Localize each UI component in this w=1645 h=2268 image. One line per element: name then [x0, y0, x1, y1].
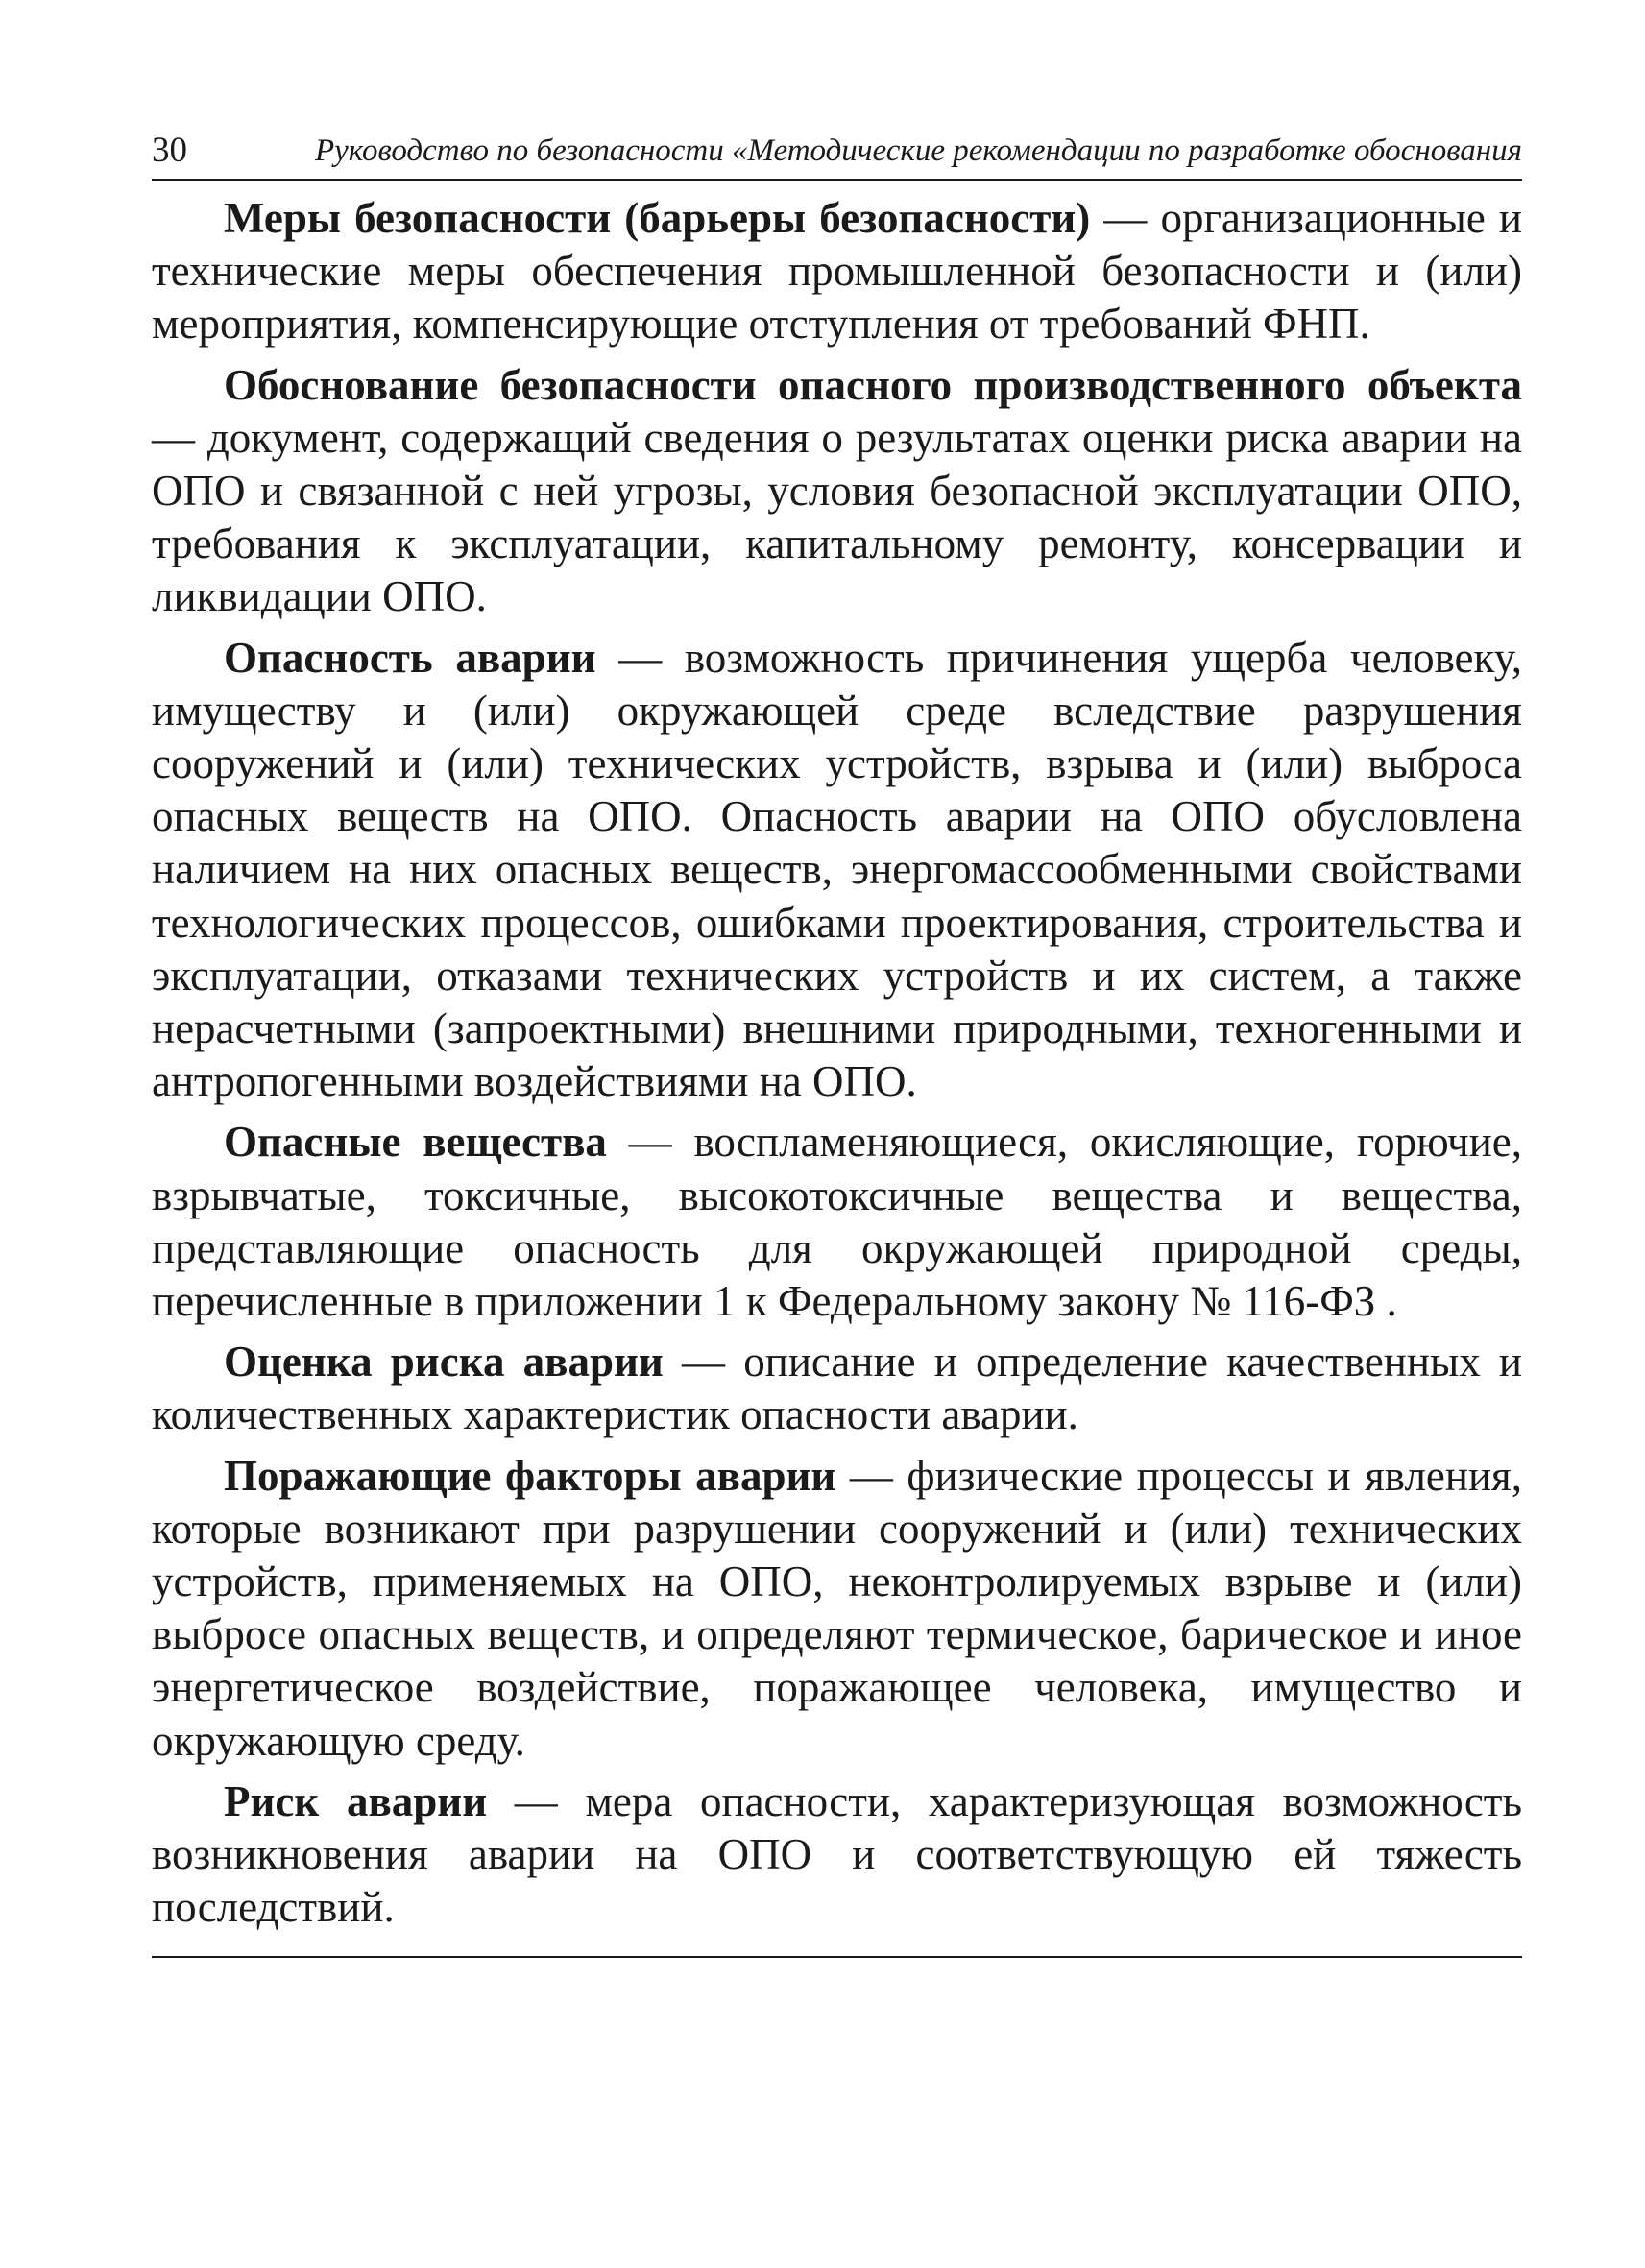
- definition-term: Оценка риска аварии: [224, 1338, 664, 1387]
- page-number: 30: [152, 131, 187, 170]
- definition-term: Обоснование безопасности опасного производственного объекта: [224, 360, 1522, 409]
- footer-rule: [152, 1956, 1522, 1958]
- definition-entry: [152, 632, 1522, 1109]
- definition-term: Опасность аварии: [224, 633, 596, 682]
- definition-entry: [152, 1450, 1522, 1768]
- definition-text: — описание и определение качественных и количественных характеристик опасности аварии.: [152, 1338, 1522, 1439]
- definition-entry: [152, 192, 1522, 351]
- running-header: [152, 123, 1522, 181]
- definition-entry: [152, 359, 1522, 624]
- definition-text: — документ, содержащий сведения о результатах оценки риска аварии на ОПО и связанной с ней угрозы, условия безопасной эксплуатации ОПО, требования к эксплуатации, капитальному ремонту, консервации и ликвидации ОПО.: [152, 413, 1522, 621]
- definition-text: — физические процессы и явления, которые возникают при разрушении сооружений и (или) технических устройств, применяемых на ОПО, неконтролируемых взрыве и (или) выбросе опасных веществ, и определяют термическое, барическое и иное энергетическое воздействие, поражающее человека, имущество и окружающую среду.: [152, 1451, 1522, 1765]
- definition-text: — мера опасности, характеризующая возможность возникновения аварии на ОПО и соответствующую ей тяжесть последствий.: [152, 1776, 1522, 1932]
- definition-term: Поражающие факторы аварии: [224, 1451, 836, 1500]
- definition-term: Опасные вещества: [224, 1118, 607, 1167]
- definition-text: — воспламеняющиеся, окисляющие, горючие, взрывчатые, токсичные, высокотоксичные вещества и вещества, представляющие опасность для окружающей природной среды, перечисленные в приложении 1 к Федеральному закону № 116-ФЗ .: [152, 1118, 1522, 1326]
- definitions-list: [152, 192, 1522, 1935]
- definition-term: Риск аварии: [224, 1776, 488, 1825]
- definition-term: Меры безопасности (барьеры безопасности): [224, 194, 1091, 242]
- definition-text: — организационные и технические меры обеспечения промышленной безопасности и (или) мероприятия, компенсирующие отступления от требований ФНП.: [152, 194, 1522, 349]
- definition-entry: [152, 1336, 1522, 1441]
- definition-text: — возможность причинения ущерба человеку, имуществу и (или) окружающей среде вследствие разрушения сооружений и (или) технических устройств, взрыва и (или) выброса опасных веществ на ОПО. Опасность аварии на ОПО обусловлена наличием на них опасных веществ, энергомассообменными свойствами технологических процессов, ошибками проектирования, строительства и эксплуатации, отказами технических устройств и их систем, а также нерасчетными (запроектными) внешними природными, техногенными и антропогенными воздействиями на ОПО.: [152, 633, 1522, 1106]
- running-title: Руководство по безопасности «Методические рекомендации по разработке обоснования: [314, 133, 1522, 168]
- document-page: [152, 123, 1522, 1958]
- definition-entry: [152, 1116, 1522, 1328]
- definition-entry: [152, 1775, 1522, 1935]
